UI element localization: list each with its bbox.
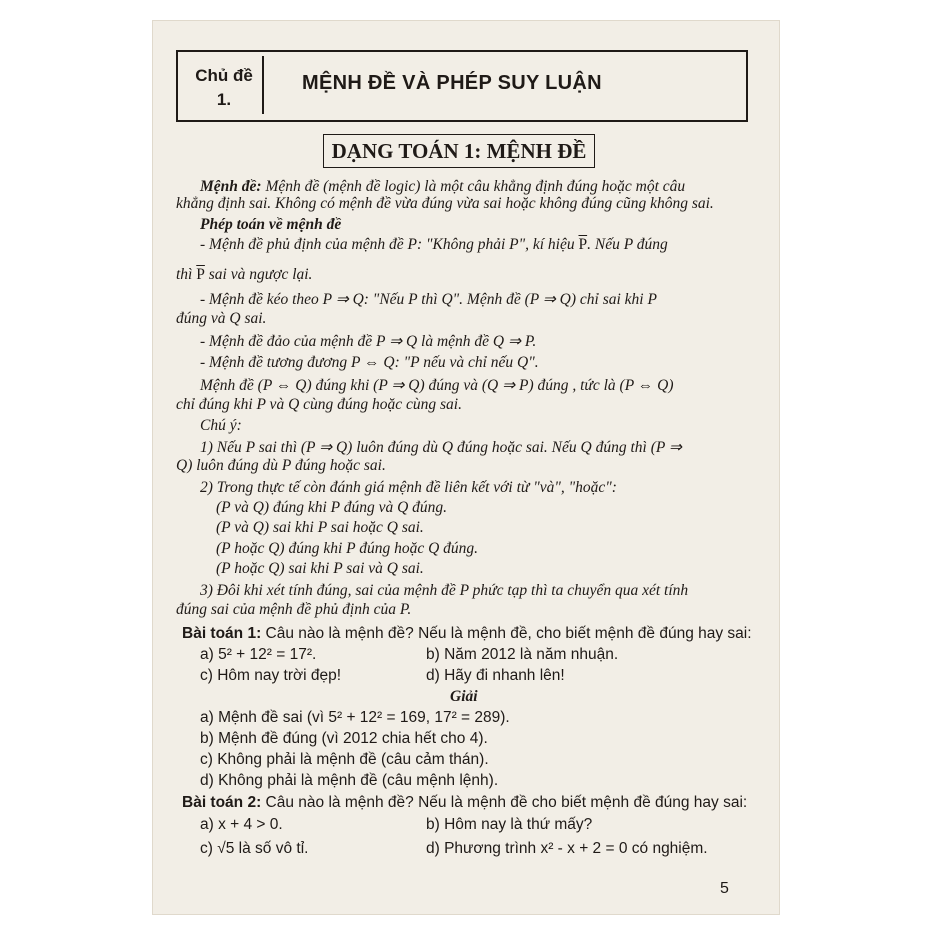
solution-heading: Giải (450, 688, 478, 705)
equivalence-truth-line1: Mệnh đề (P ⇔ Q) đúng khi (P ⇒ Q) đúng và (Q ⇒ P) đúng , tức là (P ⇔ Q) (200, 377, 674, 394)
problem1-option-b: b) Năm 2012 là năm nhuận. (426, 646, 619, 663)
problem2-question (182, 794, 747, 812)
problem1-option-d: d) Hãy đi nhanh lên! (426, 667, 565, 684)
converse-line: - Mệnh đề đảo của mệnh đề P ⇒ Q là mệnh đề Q ⇒ P. (200, 333, 537, 350)
chapter-title: MỆNH ĐỀ VÀ PHÉP SUY LUẬN (302, 72, 602, 94)
negation-rest: sai và ngược lại. (204, 266, 313, 283)
implication-line1: - Mệnh đề kéo theo P ⇒ Q: "Nếu P thì Q". Mệnh đề (P ⇒ Q) chỉ sai khi P (200, 291, 657, 308)
chapter-label-line2: 1. (216, 90, 232, 109)
negation-line1 (200, 236, 668, 254)
chapter-divider (262, 56, 264, 114)
solution-answer-c: c) Không phải là mệnh đề (câu cảm thán). (200, 751, 489, 768)
definition-text: Mệnh đề (mệnh đề logic) là một câu khẳng định đúng hoặc một câu (261, 178, 686, 195)
note2-item: (P và Q) sai khi P sai hoặc Q sai. (216, 519, 424, 536)
solution-answer-a: a) Mệnh đề sai (vì 5² + 12² = 169, 17² = 289). (200, 709, 510, 726)
note1-line1: 1) Nếu P sai thì (P ⇒ Q) luôn đúng dù Q đúng hoặc sai. Nếu Q đúng thì (P ⇒ (200, 439, 682, 456)
note3-line1: 3) Đôi khi xét tính đúng, sai của mệnh đề P phức tạp thì ta chuyển qua xét tính (200, 582, 689, 599)
notes-heading: Chú ý: (200, 417, 242, 434)
definition-line1 (200, 178, 685, 196)
problem1-label: Bài toán 1: (182, 625, 262, 642)
note2-item: (P và Q) đúng khi P đúng và Q đúng. (216, 499, 448, 516)
problem1-question (182, 625, 752, 643)
problem2-option-b: b) Hôm nay là thứ mấy? (426, 816, 593, 833)
chapter-label-line1: Chủ đề (195, 66, 253, 85)
problem2-label: Bài toán 2: (182, 794, 262, 811)
note2-line1: 2) Trong thực tế còn đánh giá mệnh đề liên kết với từ "và", "hoặc": (200, 479, 617, 496)
sqrt5: √5 (217, 840, 235, 857)
note2-item: (P hoặc Q) sai khi P sai và Q sai. (216, 560, 424, 577)
implication-line2: đúng và Q sai. (176, 310, 267, 327)
page-number: 5 (720, 880, 729, 897)
note2-item: (P hoặc Q) đúng khi P đúng hoặc Q đúng. (216, 540, 479, 557)
problem2-text: Câu nào là mệnh đề? Nếu là mệnh đề cho biết mệnh đề đúng hay sai: (261, 794, 748, 811)
problem1-option-c: c) Hôm nay trời đẹp! (200, 667, 342, 684)
operations-heading: Phép toán về mệnh đề (200, 216, 342, 233)
problem1-option-a: a) 5² + 12² = 17². (200, 646, 317, 663)
negation-then: thì (176, 266, 197, 283)
problem2-option-c-prefix: c) (200, 840, 218, 857)
equivalence-line: - Mệnh đề tương đương P ⇔ Q: "P nếu và chỉ nếu Q". (200, 354, 539, 371)
problem2-option-d: d) Phương trình x² - x + 2 = 0 có nghiệm. (426, 840, 708, 857)
negation-symbol: $\overline{P}$ (578, 236, 588, 253)
problem2-option-c-suffix: là số vô tỉ. (234, 840, 309, 857)
negation-text-end: . Nếu P đúng (587, 236, 668, 253)
equivalence-truth-line2: chỉ đúng khi P và Q cùng đúng hoặc cùng sai. (176, 396, 462, 413)
solution-answer-b: b) Mệnh đề đúng (vì 2012 chia hết cho 4). (200, 730, 488, 747)
note1-line2: Q) luôn đúng dù P đúng hoặc sai. (176, 457, 386, 474)
problem2-option-a: a) x + 4 > 0. (200, 816, 283, 833)
problem1-text: Câu nào là mệnh đề? Nếu là mệnh đề, cho biết mệnh đề đúng hay sai: (261, 625, 752, 642)
problem2-option-c (200, 840, 308, 858)
solution-answer-d: d) Không phải là mệnh đề (câu mệnh lệnh). (200, 772, 499, 789)
chapter-label (188, 64, 260, 112)
chapter-header (176, 50, 748, 122)
definition-line2: khẳng định sai. Không có mệnh đề vừa đúng vừa sai hoặc không đúng cũng không sai. (176, 195, 714, 212)
section-title: DẠNG TOÁN 1: MỆNH ĐỀ (323, 134, 595, 168)
definition-term: Mệnh đề: (200, 178, 262, 195)
note3-line2: đúng sai của mệnh đề phủ định của P. (176, 601, 412, 618)
negation-symbol-2: $\overline{P}$ (196, 266, 205, 283)
negation-text: - Mệnh đề phủ định của mệnh đề P: "Không phải P", kí hiệu (200, 236, 579, 253)
negation-line2 (176, 266, 312, 284)
